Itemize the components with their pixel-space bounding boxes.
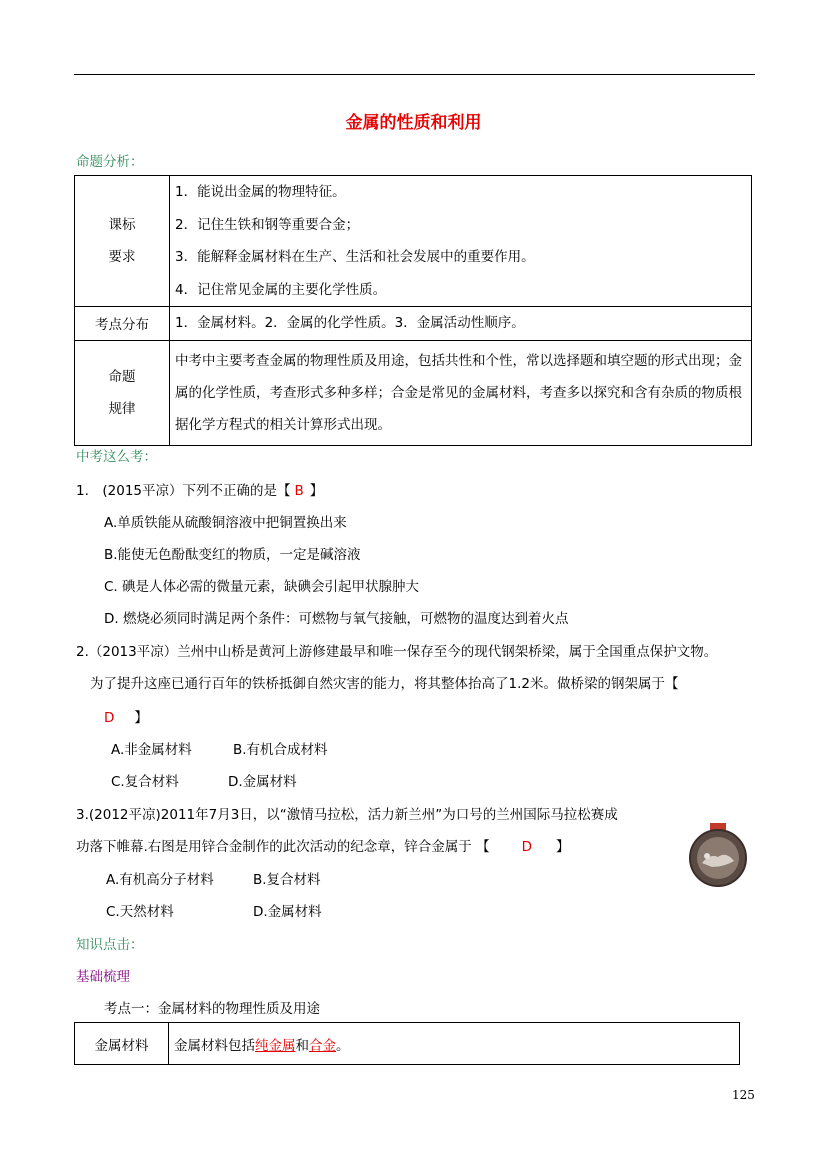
metal-materials-label: 金属材料 bbox=[75, 1023, 169, 1065]
row-label-pattern bbox=[75, 340, 170, 445]
q2-answer-line bbox=[104, 706, 148, 726]
q3-bracket: 】 bbox=[556, 839, 570, 855]
q3-line-1: 3.(2012平凉)2011年7月3日，以“激情马拉松，活力新兰州”为口号的兰州国际马拉松赛成 bbox=[76, 807, 618, 823]
label-line: 命题 bbox=[108, 368, 136, 385]
q2-answer: D bbox=[104, 710, 115, 726]
label-line: 要求 bbox=[108, 249, 136, 265]
page-title: 金属的性质和利用 bbox=[345, 113, 482, 133]
section-exam-heading: 中考这么考： bbox=[76, 449, 157, 465]
q3-line-2-text: 功落下帷幕.右图是用锌合金制作的此次活动的纪念章，锌合金属于 【 bbox=[76, 839, 490, 855]
question-1-stem bbox=[76, 479, 323, 499]
q1-stem-text: 1. (2015平凉）下列不正确的是【 bbox=[76, 483, 291, 499]
q3-option-c: C.天然材料 bbox=[106, 904, 174, 920]
q3-answer: D bbox=[521, 839, 532, 855]
medal-figure-head bbox=[704, 853, 710, 859]
row-label-standards bbox=[75, 176, 170, 307]
q2-line-1: 2.（2013平凉）兰州中山桥是黄河上游修建最早和唯一保存至今的现代钢架桥梁，属于全国重点保护文物。 bbox=[76, 644, 718, 660]
standard-item: 1．能说出金属的物理特征。 bbox=[175, 184, 346, 200]
term-alloy: 合金 bbox=[309, 1037, 336, 1054]
q1-option-c: C. 碘是人体必需的微量元素，缺碘会引起甲状腺肿大 bbox=[104, 579, 420, 595]
q2-option-d: D.金属材料 bbox=[228, 774, 297, 790]
header-rule bbox=[74, 74, 755, 75]
q2-option-b: B.有机合成材料 bbox=[233, 742, 328, 758]
q3-line-2 bbox=[76, 835, 570, 855]
q2-option-c: C.复合材料 bbox=[111, 774, 179, 790]
label-line: 课标 bbox=[108, 217, 136, 233]
standards-cell bbox=[170, 176, 752, 307]
pattern-cell bbox=[170, 340, 752, 445]
pattern-text: 中考中主要考查金属的物理性质及用途，包括共性和个性，常以选择题和填空题的形式出现；金属的化学性质，考查形式多种多样；合金是常见的金属材料，考查多以探究和含有杂质的物质根据化学方程式的相关计算形式出现。 bbox=[175, 352, 742, 433]
section-basic-heading: 基础梳理 bbox=[76, 969, 130, 985]
section-analysis-heading: 命题分析： bbox=[76, 154, 144, 170]
metal-materials-desc bbox=[169, 1023, 740, 1065]
q3-option-b: B.复合材料 bbox=[253, 872, 321, 888]
desc-end: 。 bbox=[336, 1037, 350, 1054]
distribution-text: 1．金属材料。2．金属的化学性质。3．金属活动性顺序。 bbox=[175, 315, 525, 331]
q2-option-a: A.非金属材料 bbox=[111, 742, 192, 758]
q1-answer: B bbox=[294, 483, 304, 499]
distribution-cell bbox=[170, 307, 752, 341]
row-label-distribution: 考点分布 bbox=[75, 307, 170, 341]
term-pure-metal: 纯金属 bbox=[255, 1037, 296, 1054]
q2-line-2: 为了提升这座已通行百年的铁桥抵御自然灾害的能力，将其整体抬高了1.2米。做桥梁的钢架属于【 bbox=[90, 676, 679, 692]
label-line: 规律 bbox=[108, 400, 136, 417]
q3-option-a: A.有机高分子材料 bbox=[106, 872, 214, 888]
requirements-table bbox=[74, 175, 752, 446]
commemorative-medal-image bbox=[684, 823, 752, 887]
q1-bracket: 】 bbox=[309, 483, 324, 499]
q3-option-d: D.金属材料 bbox=[253, 904, 322, 920]
standard-item: 4．记住常见金属的主要化学性质。 bbox=[175, 281, 387, 298]
desc-pre: 金属材料包括 bbox=[174, 1037, 255, 1054]
standard-item: 3．能解释金属材料在生产、生活和社会发展中的重要作用。 bbox=[175, 249, 535, 265]
q1-option-b: B.能使无色酚酞变红的物质，一定是碱溶液 bbox=[104, 547, 361, 563]
metal-materials-table bbox=[74, 1022, 740, 1065]
point-1-heading: 考点一：金属材料的物理性质及用途 bbox=[104, 1001, 320, 1017]
section-knowledge-heading: 知识点击： bbox=[76, 937, 144, 953]
q1-option-a: A.单质铁能从硫酸铜溶液中把铜置换出来 bbox=[104, 515, 347, 531]
page-number: 125 bbox=[732, 1088, 755, 1102]
desc-mid: 和 bbox=[295, 1037, 309, 1054]
standard-item: 2．记住生铁和钢等重要合金； bbox=[175, 216, 360, 233]
q2-bracket: 】 bbox=[134, 710, 148, 726]
q1-option-d: D. 燃烧必须同时满足两个条件：可燃物与氧气接触，可燃物的温度达到着火点 bbox=[104, 611, 569, 627]
